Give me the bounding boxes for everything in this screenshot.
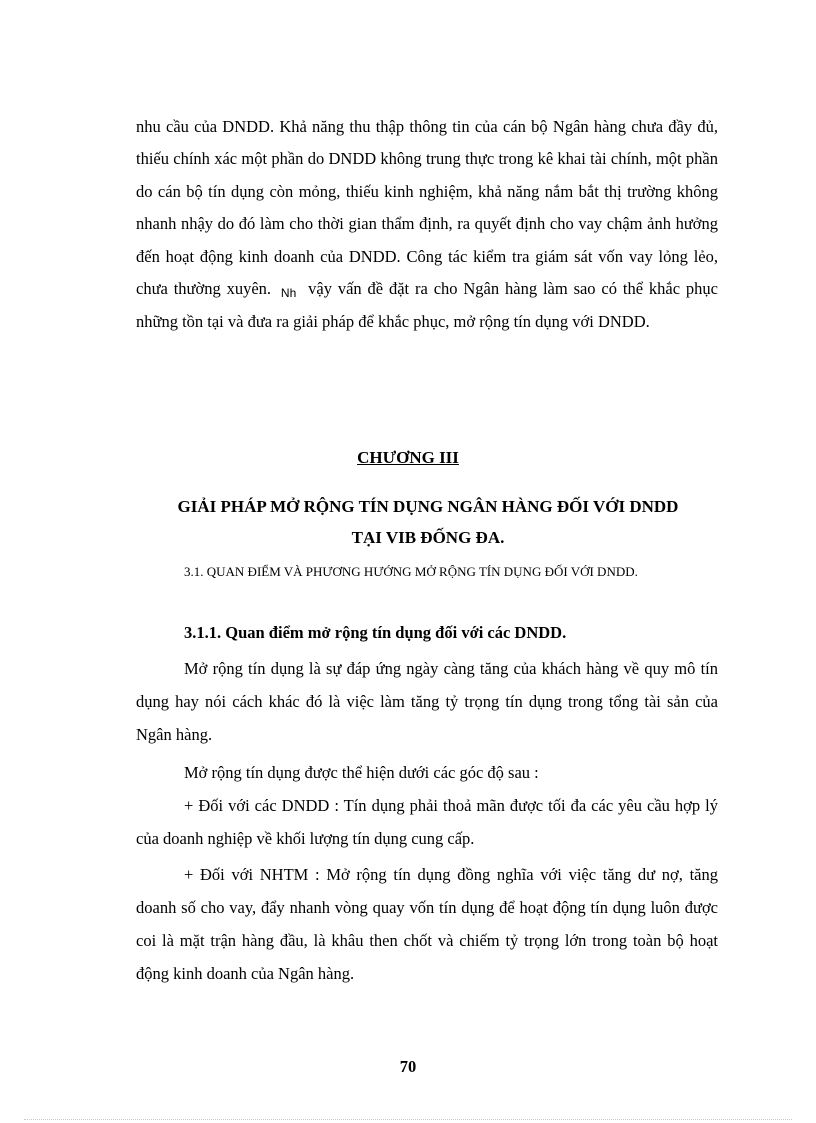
body-paragraph-3: + Đối với các DNDD : Tín dụng phải thoả mãn được tối đa các yêu cầu hợp lý của doanh nghiệp về khối lượng tín dụng cung cấp.	[136, 796, 718, 848]
bottom-divider	[24, 1119, 792, 1120]
chapter-title	[100, 491, 756, 553]
section-heading: 3.1. QUAN ĐIỂM VÀ PHƯƠNG HƯỚNG MỞ RỘNG TÍN DỤNG ĐỐI VỚI DNDD.	[184, 564, 638, 579]
body-paragraph-2: Mở rộng tín dụng được thể hiện dưới các góc độ sau :	[184, 763, 539, 782]
continued-paragraph-part2: vậy vấn đề đặt ra cho Ngân hàng làm sao có thể khắc phục những tồn tại và đưa ra giải pháp để khắc phục, mở rộng tín dụng với DNDD.	[136, 279, 719, 332]
inline-fragment: Nh	[280, 286, 297, 301]
subsection-heading: 3.1.1. Quan điểm mở rộng tín dụng đối với các DNDD.	[184, 623, 567, 642]
chapter-heading: CHƯƠNG III	[357, 448, 459, 467]
body-paragraph-4: + Đối với NHTM : Mở rộng tín dụng đồng nghĩa với việc tăng dư nợ, tăng doanh số cho vay, đẩy nhanh vòng quay vốn tín dụng để hoạt động tín dụng luôn được coi là mặt trận hàng đầu, là khâu then chốt và chiếm tỷ trọng lớn trong toàn bộ hoạt động kinh doanh của Ngân hàng.	[136, 865, 718, 983]
chapter-title-line-2: TẠI VIB ĐỐNG ĐA.	[351, 528, 505, 547]
chapter-title-line-1: GIẢI PHÁP MỞ RỘNG TÍN DỤNG NGÂN HÀNG ĐỐI VỚI DNDD	[177, 497, 679, 516]
page-number: 70	[399, 1057, 417, 1076]
continued-paragraph	[136, 111, 718, 339]
body-paragraph-1: Mở rộng tín dụng là sự đáp ứng ngày càng tăng của khách hàng về quy mô tín dụng hay nói cách khác đó là việc làm tăng tỷ trọng tín dụng trong tổng tài sản của Ngân hàng.	[136, 659, 718, 744]
continued-paragraph-part1: nhu cầu của DNDD. Khả năng thu thập thông tin của cán bộ Ngân hàng chưa đầy đủ, thiếu chính xác một phần do DNDD không trung thực trong kê khai tài chính, một phần do cán bộ tín dụng còn mỏng, thiếu kinh nghiệm, khả năng nắm bắt thị trường không nhanh nhậy do đó làm cho thời gian thẩm định, ra quyết định cho vay chậm ảnh hưởng đến hoạt động kinh doanh của DNDD. Công tác kiểm tra giám sát vốn vay lỏng lẻo, chưa thường xuyên.	[136, 117, 718, 299]
